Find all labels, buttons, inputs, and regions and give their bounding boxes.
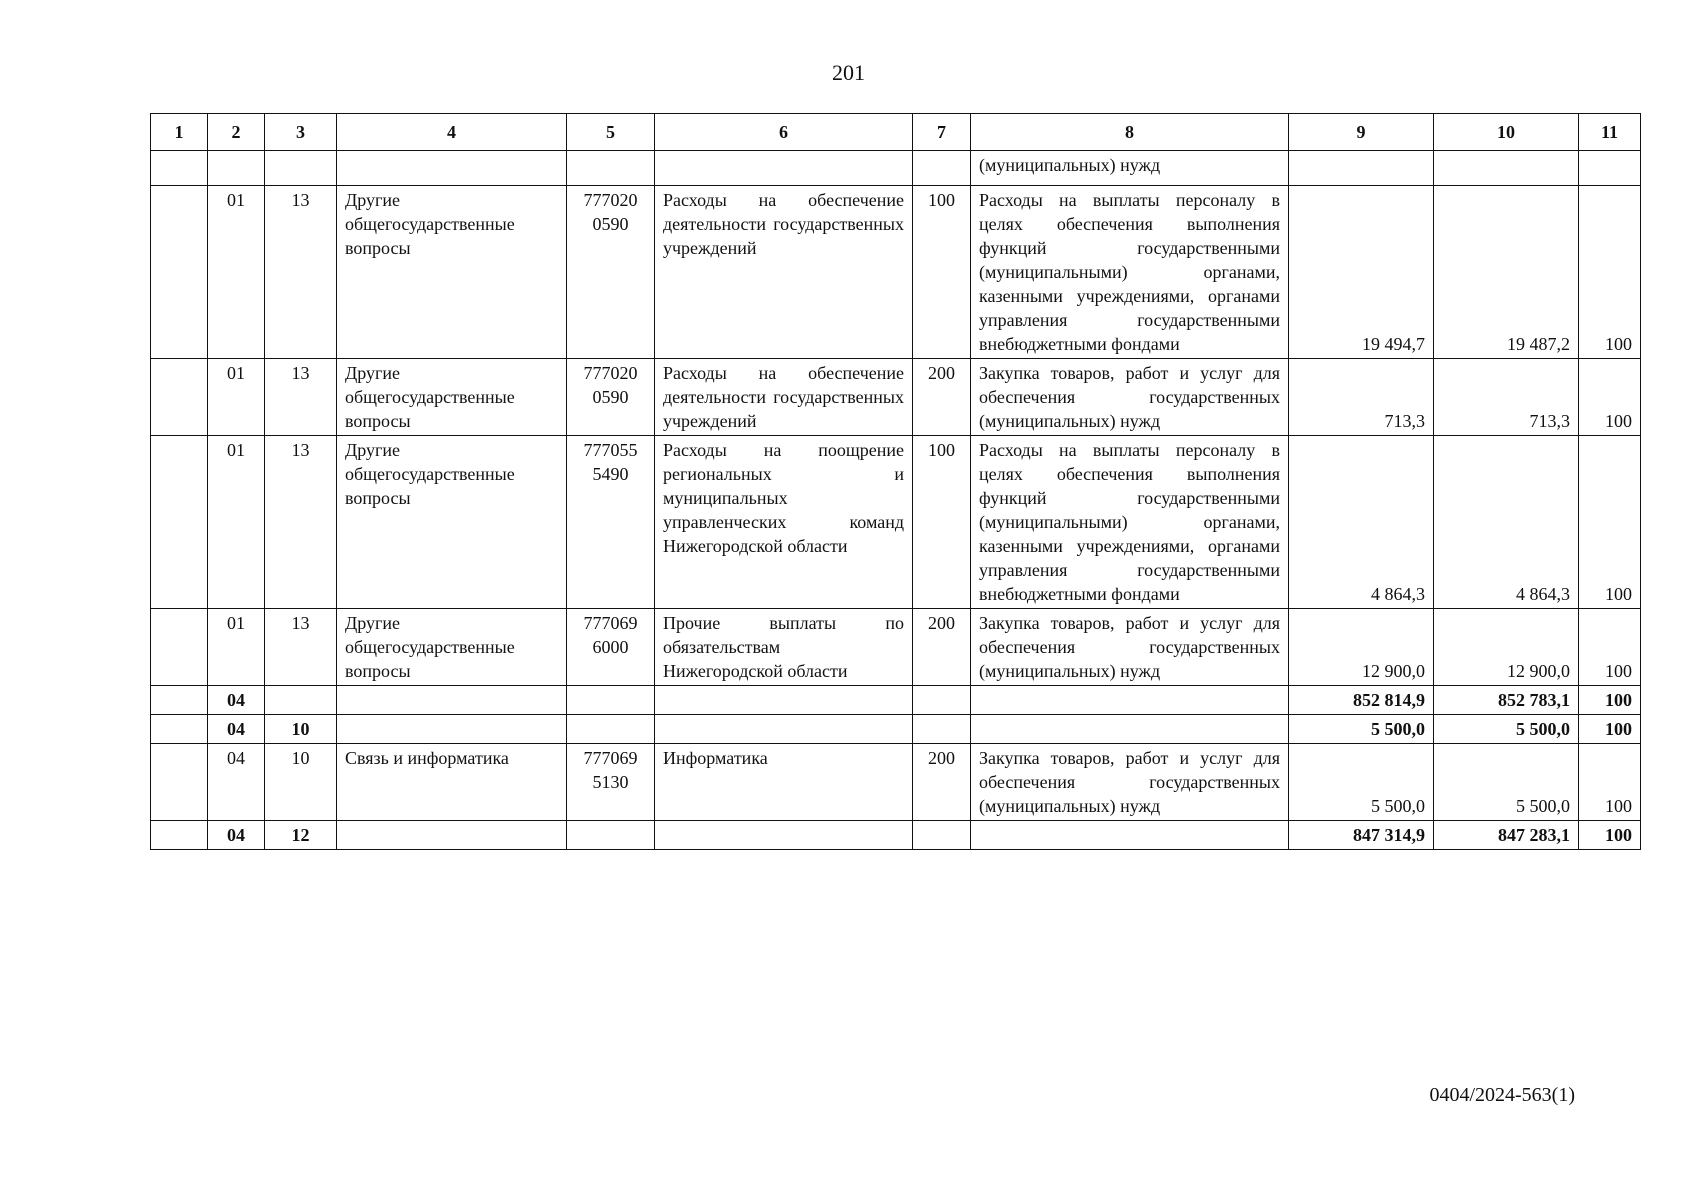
table-cell — [337, 151, 567, 186]
table-cell: 100 — [913, 186, 971, 359]
table-cell: 713,3 — [1434, 359, 1579, 436]
table-cell — [337, 686, 567, 715]
table-cell: 04 — [208, 744, 265, 821]
table-cell: 10 — [265, 715, 337, 744]
column-header: 3 — [265, 114, 337, 151]
table-cell — [913, 151, 971, 186]
table-cell — [913, 686, 971, 715]
table-cell: 19 487,2 — [1434, 186, 1579, 359]
table-cell: 13 — [265, 186, 337, 359]
table-cell: 100 — [1579, 436, 1641, 609]
table-cell: 01 — [208, 186, 265, 359]
budget-table — [150, 113, 1641, 850]
table-cell — [151, 359, 208, 436]
table-cell — [1579, 151, 1641, 186]
table-cell — [1434, 151, 1579, 186]
column-header: 4 — [337, 114, 567, 151]
document-code: 0404/2024-563(1) — [1429, 1084, 1575, 1106]
column-header: 8 — [971, 114, 1289, 151]
table-cell — [151, 186, 208, 359]
table-cell: 01 — [208, 359, 265, 436]
table-cell: Закупка товаров, работ и услуг для обеспечения государственных (муниципальных) нужд — [971, 359, 1289, 436]
table-cell — [1289, 151, 1434, 186]
table-cell — [655, 821, 913, 850]
table-cell — [151, 686, 208, 715]
table-cell: (муниципальных) нужд — [971, 151, 1289, 186]
table-cell: 100 — [1579, 609, 1641, 686]
table-cell: 847 314,9 — [1289, 821, 1434, 850]
table-cell — [265, 151, 337, 186]
page-number: 201 — [832, 60, 865, 85]
table-cell: Расходы на обеспечение деятельности государственных учреждений — [655, 186, 913, 359]
table-cell: Связь и информатика — [337, 744, 567, 821]
table-cell: 04 — [208, 715, 265, 744]
table-cell — [971, 715, 1289, 744]
table-cell — [655, 715, 913, 744]
table-cell — [151, 744, 208, 821]
table-cell: 04 — [208, 686, 265, 715]
table-cell — [337, 715, 567, 744]
table-cell — [913, 715, 971, 744]
table-cell: 100 — [1579, 359, 1641, 436]
table-cell: 100 — [1579, 686, 1641, 715]
table-row — [151, 359, 1641, 436]
table-cell — [151, 151, 208, 186]
table-cell: 100 — [1579, 744, 1641, 821]
table-cell: 13 — [265, 436, 337, 609]
table-cell: Расходы на выплаты персоналу в целях обеспечения выполнения функций государственными (муниципальными) органами, казенными учреждениями, органами управления государственными внебюджетными фондами — [971, 436, 1289, 609]
table-cell: Закупка товаров, работ и услуг для обеспечения государственных (муниципальных) нужд — [971, 744, 1289, 821]
table-cell: Другие общегосударственные вопросы — [337, 186, 567, 359]
table-cell: 852 783,1 — [1434, 686, 1579, 715]
table-cell: 5 500,0 — [1289, 715, 1434, 744]
table-cell: 19 494,7 — [1289, 186, 1434, 359]
table-cell: 4 864,3 — [1289, 436, 1434, 609]
table-cell: 10 — [265, 744, 337, 821]
table-cell: 12 — [265, 821, 337, 850]
column-header: 5 — [567, 114, 655, 151]
column-header: 11 — [1579, 114, 1641, 151]
table-row — [151, 609, 1641, 686]
table-cell — [208, 151, 265, 186]
table-cell: 777069 5130 — [567, 744, 655, 821]
table-cell — [265, 686, 337, 715]
table-cell: 12 900,0 — [1289, 609, 1434, 686]
table-cell: Информатика — [655, 744, 913, 821]
column-header: 1 — [151, 114, 208, 151]
table-cell: 713,3 — [1289, 359, 1434, 436]
table-cell: 100 — [913, 436, 971, 609]
table-cell: Другие общегосударственные вопросы — [337, 436, 567, 609]
column-header: 9 — [1289, 114, 1434, 151]
table-cell: 04 — [208, 821, 265, 850]
table-cell: 200 — [913, 359, 971, 436]
table-cell: 777069 6000 — [567, 609, 655, 686]
table-cell: 4 864,3 — [1434, 436, 1579, 609]
table-cell — [655, 686, 913, 715]
table-cell: Другие общегосударственные вопросы — [337, 609, 567, 686]
subtotal-row — [151, 686, 1641, 715]
table-cell — [567, 821, 655, 850]
table-cell — [567, 686, 655, 715]
table-row — [151, 151, 1641, 186]
table-row — [151, 186, 1641, 359]
table-cell: 13 — [265, 359, 337, 436]
table-cell: Закупка товаров, работ и услуг для обеспечения государственных (муниципальных) нужд — [971, 609, 1289, 686]
table-cell: 5 500,0 — [1434, 744, 1579, 821]
subtotal-row — [151, 821, 1641, 850]
table-cell: 13 — [265, 609, 337, 686]
table-cell: 12 900,0 — [1434, 609, 1579, 686]
table-cell: 852 814,9 — [1289, 686, 1434, 715]
table-cell: Расходы на обеспечение деятельности государственных учреждений — [655, 359, 913, 436]
table-row — [151, 436, 1641, 609]
column-header: 6 — [655, 114, 913, 151]
table-row — [151, 744, 1641, 821]
table-cell — [913, 821, 971, 850]
table-cell: 100 — [1579, 186, 1641, 359]
table-cell: Расходы на выплаты персоналу в целях обеспечения выполнения функций государственными (муниципальными) органами, казенными учреждениями, органами управления государственными внебюджетными фондами — [971, 186, 1289, 359]
table-cell: Расходы на поощрение региональных и муниципальных управленческих команд Нижегородской области — [655, 436, 913, 609]
table-cell: 847 283,1 — [1434, 821, 1579, 850]
column-header: 7 — [913, 114, 971, 151]
table-cell — [971, 686, 1289, 715]
table-cell — [151, 436, 208, 609]
table-cell: 777020 0590 — [567, 359, 655, 436]
table-cell: 777020 0590 — [567, 186, 655, 359]
table-cell: 01 — [208, 609, 265, 686]
table-cell — [151, 821, 208, 850]
table-cell — [655, 151, 913, 186]
table-cell — [337, 821, 567, 850]
table-cell — [567, 151, 655, 186]
table-cell: 5 500,0 — [1434, 715, 1579, 744]
column-header: 10 — [1434, 114, 1579, 151]
table-cell: Другие общегосударственные вопросы — [337, 359, 567, 436]
table-cell — [567, 715, 655, 744]
table-cell: 200 — [913, 609, 971, 686]
table-cell: 5 500,0 — [1289, 744, 1434, 821]
table-cell: 01 — [208, 436, 265, 609]
table-cell: 200 — [913, 744, 971, 821]
subtotal-row — [151, 715, 1641, 744]
column-header: 2 — [208, 114, 265, 151]
table-cell: 100 — [1579, 715, 1641, 744]
table-cell: 100 — [1579, 821, 1641, 850]
table-cell: 777055 5490 — [567, 436, 655, 609]
table-cell — [971, 821, 1289, 850]
table-header-row — [151, 114, 1641, 151]
table-cell — [151, 715, 208, 744]
table-cell: Прочие выплаты по обязательствам Нижегородской области — [655, 609, 913, 686]
table-cell — [151, 609, 208, 686]
